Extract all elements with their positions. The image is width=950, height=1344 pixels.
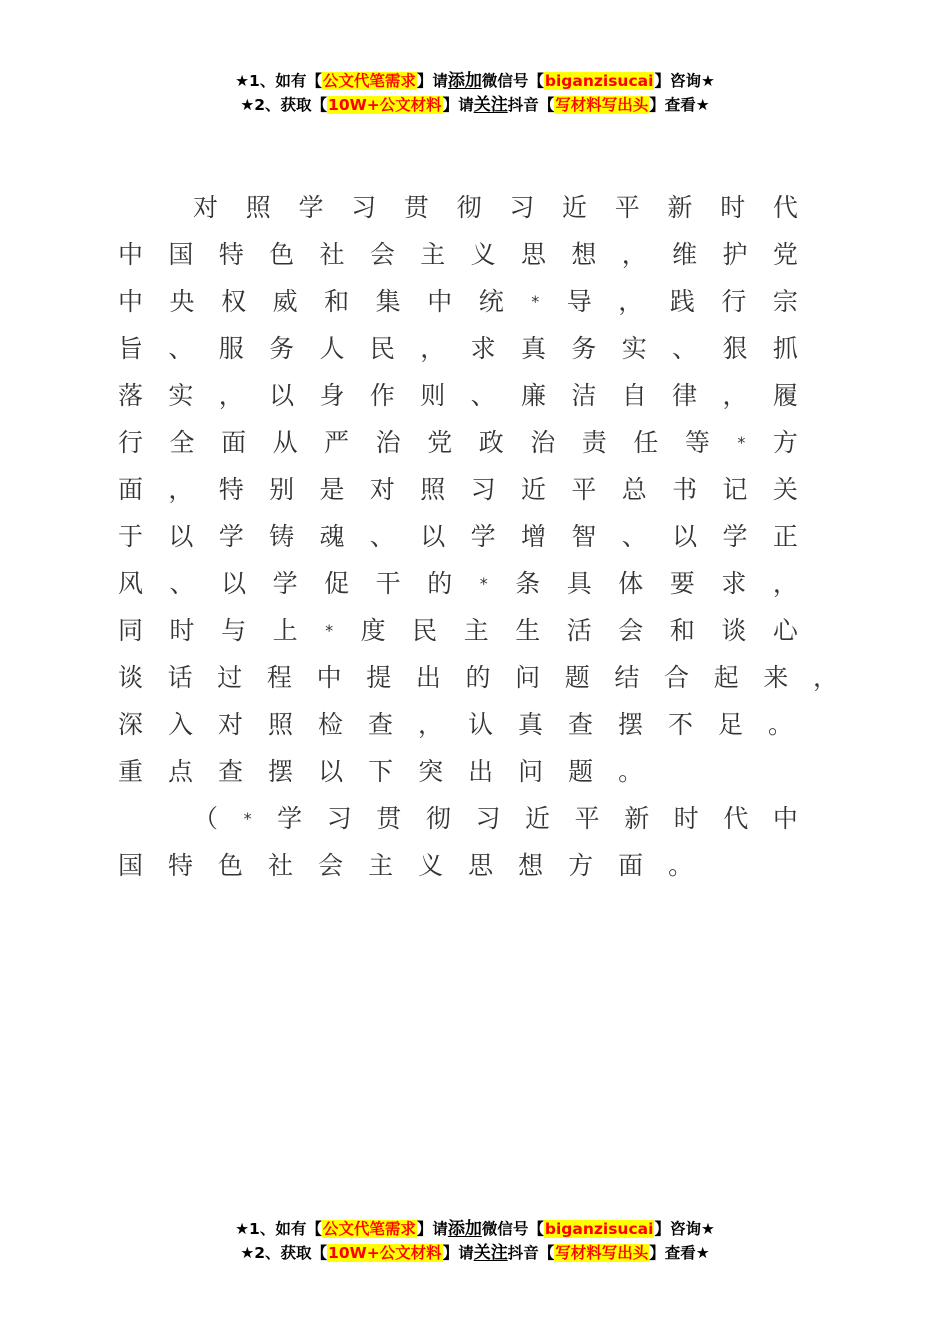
banner-highlight: 10W+公文材料 <box>328 96 442 114</box>
text-glyph: 时 <box>673 804 699 833</box>
text-glyph: 权 <box>221 287 247 316</box>
banner-underline: 关注 <box>473 95 508 115</box>
text-glyph: 、 <box>470 381 496 410</box>
text-glyph: 结 <box>614 663 640 692</box>
text-glyph: 对 <box>218 710 244 739</box>
text-glyph: 程 <box>266 663 292 692</box>
text-line <box>118 795 798 842</box>
text-glyph: 习 <box>351 193 377 222</box>
text-glyph: 新 <box>667 193 693 222</box>
banner-text: 】查看★ <box>649 1244 710 1262</box>
text-glyph: 关 <box>772 475 798 504</box>
text-glyph: 铸 <box>269 522 295 551</box>
text-glyph: 具 <box>566 569 592 598</box>
text-glyph: 求 <box>721 569 747 598</box>
banner-text: 微信号【 <box>481 72 544 90</box>
text-glyph: 求 <box>470 334 496 363</box>
text-glyph: 洁 <box>571 381 597 410</box>
text-glyph: 和 <box>324 287 350 316</box>
text-glyph: 思 <box>521 240 547 269</box>
text-glyph: （ <box>193 804 219 833</box>
text-glyph: 想 <box>518 851 544 880</box>
banner-line-1 <box>0 69 950 93</box>
text-glyph: 主 <box>368 851 394 880</box>
banner-text: ★1、如有【 <box>235 1220 322 1238</box>
text-glyph: 统 <box>478 287 504 316</box>
banner-underline: 添加 <box>447 1219 482 1239</box>
text-glyph: 与 <box>221 616 247 645</box>
text-glyph: 的 <box>465 663 491 692</box>
text-glyph: 落 <box>118 381 144 410</box>
banner-text: 】请 <box>416 72 448 90</box>
text-glyph: 真 <box>521 334 547 363</box>
text-glyph: 题 <box>568 757 594 786</box>
banner-text: ★1、如有【 <box>235 72 322 90</box>
text-glyph: 问 <box>518 757 544 786</box>
text-glyph: 中 <box>118 240 144 269</box>
text-glyph: 贯 <box>403 193 429 222</box>
text-glyph: 特 <box>218 475 244 504</box>
banner-highlight: 公文代笔需求 <box>322 1220 416 1238</box>
text-glyph: 以 <box>221 569 247 598</box>
text-glyph: 维 <box>672 240 698 269</box>
text-line <box>118 231 798 278</box>
text-glyph: 学 <box>218 522 244 551</box>
text-line <box>118 842 798 889</box>
banner-underline: 关注 <box>473 1243 508 1263</box>
text-glyph: 以 <box>420 522 446 551</box>
text-glyph: 等 <box>684 428 710 457</box>
text-line <box>118 513 798 560</box>
text-glyph: 记 <box>722 475 748 504</box>
text-glyph: 全 <box>169 428 195 457</box>
banner-text: 】请 <box>442 96 474 114</box>
text-glyph: 色 <box>218 851 244 880</box>
text-glyph: 和 <box>669 616 695 645</box>
text-glyph: 实 <box>168 381 194 410</box>
text-glyph: 时 <box>169 616 195 645</box>
text-line <box>118 278 798 325</box>
text-glyph: 学 <box>272 569 298 598</box>
text-glyph: 正 <box>772 522 798 551</box>
text-glyph: 过 <box>217 663 243 692</box>
text-glyph: ， <box>812 663 838 692</box>
text-glyph: 会 <box>318 851 344 880</box>
text-glyph: 新 <box>624 804 650 833</box>
banner-text: 抖音【 <box>507 1244 555 1262</box>
text-glyph: 查 <box>218 757 244 786</box>
text-glyph: 履 <box>772 381 798 410</box>
text-glyph: 学 <box>470 522 496 551</box>
text-glyph: 旨 <box>118 334 144 363</box>
text-glyph: 以 <box>318 757 344 786</box>
text-line <box>118 372 798 419</box>
banner-text: 】请 <box>416 1220 448 1238</box>
text-glyph: 。 <box>668 851 694 880</box>
text-glyph: 主 <box>463 616 489 645</box>
text-glyph: 宗 <box>772 287 798 316</box>
banner-text: 】咨询★ <box>654 1220 715 1238</box>
text-glyph: 色 <box>269 240 295 269</box>
text-glyph: 。 <box>618 757 644 786</box>
text-glyph: 近 <box>562 193 588 222</box>
text-line <box>118 560 798 607</box>
text-line <box>118 466 798 513</box>
text-glyph: 下 <box>368 757 394 786</box>
text-glyph: 特 <box>218 240 244 269</box>
text-glyph: 央 <box>169 287 195 316</box>
text-line <box>118 184 798 231</box>
text-glyph: 问 <box>515 663 541 692</box>
text-glyph: 增 <box>521 522 547 551</box>
text-glyph: 出 <box>468 757 494 786</box>
text-glyph: 对 <box>369 475 395 504</box>
text-glyph: 作 <box>369 381 395 410</box>
text-glyph: 责 <box>581 428 607 457</box>
text-glyph: 义 <box>470 240 496 269</box>
text-glyph: 度 <box>360 616 386 645</box>
banner-text: 】查看★ <box>649 96 710 114</box>
text-glyph: 彻 <box>425 804 451 833</box>
text-glyph: 活 <box>566 616 592 645</box>
document-body <box>118 184 858 889</box>
text-glyph: 抓 <box>772 334 798 363</box>
text-glyph: ， <box>621 240 647 269</box>
text-glyph: 是 <box>319 475 345 504</box>
text-glyph: 主 <box>420 240 446 269</box>
text-glyph: 促 <box>324 569 350 598</box>
text-glyph: 威 <box>272 287 298 316</box>
text-glyph: 中 <box>118 287 144 316</box>
text-glyph: 从 <box>272 428 298 457</box>
text-glyph: 民 <box>412 616 438 645</box>
text-glyph: 务 <box>269 334 295 363</box>
text-glyph: 面 <box>618 851 644 880</box>
banner-line-2 <box>0 1241 950 1265</box>
text-glyph: 社 <box>268 851 294 880</box>
banner-underline: 添加 <box>447 71 482 91</box>
text-glyph: 近 <box>521 475 547 504</box>
text-glyph: 、 <box>168 334 194 363</box>
text-glyph: 代 <box>772 193 798 222</box>
text-glyph: 干 <box>375 569 401 598</box>
text-line <box>118 701 798 748</box>
text-glyph: * <box>737 433 746 452</box>
text-glyph: 点 <box>168 757 194 786</box>
text-glyph: 起 <box>713 663 739 692</box>
banner-text: ★2、获取【 <box>240 1244 328 1262</box>
banner-highlight: 公文代笔需求 <box>322 72 416 90</box>
text-glyph: 以 <box>168 522 194 551</box>
text-glyph: 思 <box>468 851 494 880</box>
banner-text: 】咨询★ <box>654 72 715 90</box>
text-glyph: 身 <box>319 381 345 410</box>
text-glyph: * <box>325 621 334 640</box>
text-glyph: 以 <box>672 522 698 551</box>
text-glyph: 足 <box>718 710 744 739</box>
text-glyph: ， <box>772 569 798 598</box>
text-glyph: 、 <box>672 334 698 363</box>
text-glyph: 、 <box>169 569 195 598</box>
text-glyph: 认 <box>468 710 494 739</box>
text-glyph: 贯 <box>376 804 402 833</box>
text-glyph: 风 <box>118 569 144 598</box>
text-glyph: 要 <box>669 569 695 598</box>
text-glyph: 体 <box>618 569 644 598</box>
text-glyph: 谈 <box>721 616 747 645</box>
text-glyph: 深 <box>118 710 144 739</box>
text-glyph: 务 <box>571 334 597 363</box>
text-glyph: 代 <box>723 804 749 833</box>
text-glyph: * <box>243 809 252 828</box>
banner-line-1 <box>0 1217 950 1241</box>
text-glyph: 习 <box>475 804 501 833</box>
text-glyph: 谈 <box>118 663 144 692</box>
text-glyph: ， <box>618 287 644 316</box>
text-glyph: 特 <box>168 851 194 880</box>
text-glyph: 习 <box>509 193 535 222</box>
text-glyph: 治 <box>375 428 401 457</box>
text-glyph: 题 <box>564 663 590 692</box>
banner-line-2 <box>0 93 950 117</box>
text-glyph: ， <box>722 381 748 410</box>
banner-highlight: 10W+公文材料 <box>328 1244 442 1262</box>
text-glyph: 狠 <box>722 334 748 363</box>
text-line <box>118 325 798 372</box>
text-glyph: 平 <box>571 475 597 504</box>
text-line <box>118 748 798 795</box>
text-glyph: 义 <box>418 851 444 880</box>
text-glyph: 对 <box>193 193 219 222</box>
text-glyph: 、 <box>369 522 395 551</box>
text-glyph: 条 <box>515 569 541 598</box>
text-glyph: 习 <box>326 804 352 833</box>
text-glyph: 中 <box>427 287 453 316</box>
text-glyph: 时 <box>720 193 746 222</box>
text-glyph: 民 <box>369 334 395 363</box>
text-glyph: 治 <box>530 428 556 457</box>
text-glyph: 真 <box>518 710 544 739</box>
header-banner <box>0 69 950 117</box>
text-glyph: 党 <box>427 428 453 457</box>
text-glyph: 入 <box>168 710 194 739</box>
text-glyph: 于 <box>118 522 144 551</box>
text-glyph: 心 <box>772 616 798 645</box>
text-glyph: 学 <box>277 804 303 833</box>
text-glyph: 任 <box>633 428 659 457</box>
text-glyph: 社 <box>319 240 345 269</box>
banner-text: 抖音【 <box>507 96 555 114</box>
text-glyph: 合 <box>664 663 690 692</box>
text-glyph: 廉 <box>521 381 547 410</box>
text-glyph: 国 <box>118 851 144 880</box>
text-glyph: 突 <box>418 757 444 786</box>
text-glyph: 实 <box>621 334 647 363</box>
text-line <box>118 607 798 654</box>
text-glyph: 会 <box>618 616 644 645</box>
text-line <box>118 419 798 466</box>
text-glyph: 中 <box>316 663 342 692</box>
text-glyph: 律 <box>672 381 698 410</box>
text-glyph: 国 <box>168 240 194 269</box>
footer-banner <box>0 1217 950 1265</box>
text-glyph: 查 <box>568 710 594 739</box>
text-glyph: 智 <box>571 522 597 551</box>
text-glyph: 面 <box>118 475 144 504</box>
text-glyph: 面 <box>221 428 247 457</box>
text-glyph: 近 <box>525 804 551 833</box>
text-glyph: 行 <box>721 287 747 316</box>
text-glyph: 人 <box>319 334 345 363</box>
text-glyph: 集 <box>375 287 401 316</box>
text-glyph: 习 <box>470 475 496 504</box>
text-glyph: 查 <box>368 710 394 739</box>
text-glyph: 同 <box>118 616 144 645</box>
text-glyph: ， <box>418 710 444 739</box>
text-glyph: 别 <box>269 475 295 504</box>
text-glyph: 会 <box>369 240 395 269</box>
text-glyph: * <box>479 574 488 593</box>
text-glyph: 照 <box>245 193 271 222</box>
banner-text: ★2、获取【 <box>240 96 328 114</box>
text-glyph: 行 <box>118 428 144 457</box>
text-line <box>118 654 838 701</box>
text-glyph: 不 <box>668 710 694 739</box>
text-glyph: 生 <box>515 616 541 645</box>
text-glyph: 话 <box>167 663 193 692</box>
text-glyph: 平 <box>614 193 640 222</box>
text-glyph: 。 <box>768 710 794 739</box>
text-glyph: 上 <box>272 616 298 645</box>
text-glyph: 中 <box>772 804 798 833</box>
text-glyph: 摆 <box>268 757 294 786</box>
text-glyph: 摆 <box>618 710 644 739</box>
text-glyph: 方 <box>568 851 594 880</box>
text-glyph: * <box>531 292 540 311</box>
banner-text: 微信号【 <box>481 1220 544 1238</box>
text-glyph: 学 <box>298 193 324 222</box>
text-glyph: 提 <box>366 663 392 692</box>
text-glyph: 践 <box>669 287 695 316</box>
text-glyph: 政 <box>478 428 504 457</box>
banner-highlight: 写材料写出头 <box>555 1244 649 1262</box>
text-glyph: 彻 <box>456 193 482 222</box>
text-glyph: 照 <box>420 475 446 504</box>
text-glyph: 重 <box>118 757 144 786</box>
text-glyph: 严 <box>324 428 350 457</box>
text-glyph: 则 <box>420 381 446 410</box>
text-glyph: ， <box>168 475 194 504</box>
text-glyph: ， <box>420 334 446 363</box>
text-glyph: 的 <box>427 569 453 598</box>
text-glyph: 来 <box>763 663 789 692</box>
text-glyph: 护 <box>722 240 748 269</box>
text-glyph: 平 <box>574 804 600 833</box>
banner-highlight: biganzisucai <box>544 1220 654 1238</box>
banner-highlight: 写材料写出头 <box>555 96 649 114</box>
text-glyph: 总 <box>621 475 647 504</box>
text-glyph: 自 <box>621 381 647 410</box>
text-glyph: 方 <box>772 428 798 457</box>
text-glyph: 、 <box>621 522 647 551</box>
text-glyph: 服 <box>218 334 244 363</box>
text-glyph: ， <box>218 381 244 410</box>
text-glyph: 魂 <box>319 522 345 551</box>
text-glyph: 出 <box>415 663 441 692</box>
text-glyph: 想 <box>571 240 597 269</box>
text-glyph: 照 <box>268 710 294 739</box>
text-glyph: 导 <box>566 287 592 316</box>
text-glyph: 书 <box>672 475 698 504</box>
text-glyph: 学 <box>722 522 748 551</box>
banner-highlight: biganzisucai <box>544 72 654 90</box>
text-glyph: 党 <box>772 240 798 269</box>
banner-text: 】请 <box>442 1244 474 1262</box>
text-glyph: 以 <box>269 381 295 410</box>
text-glyph: 检 <box>318 710 344 739</box>
